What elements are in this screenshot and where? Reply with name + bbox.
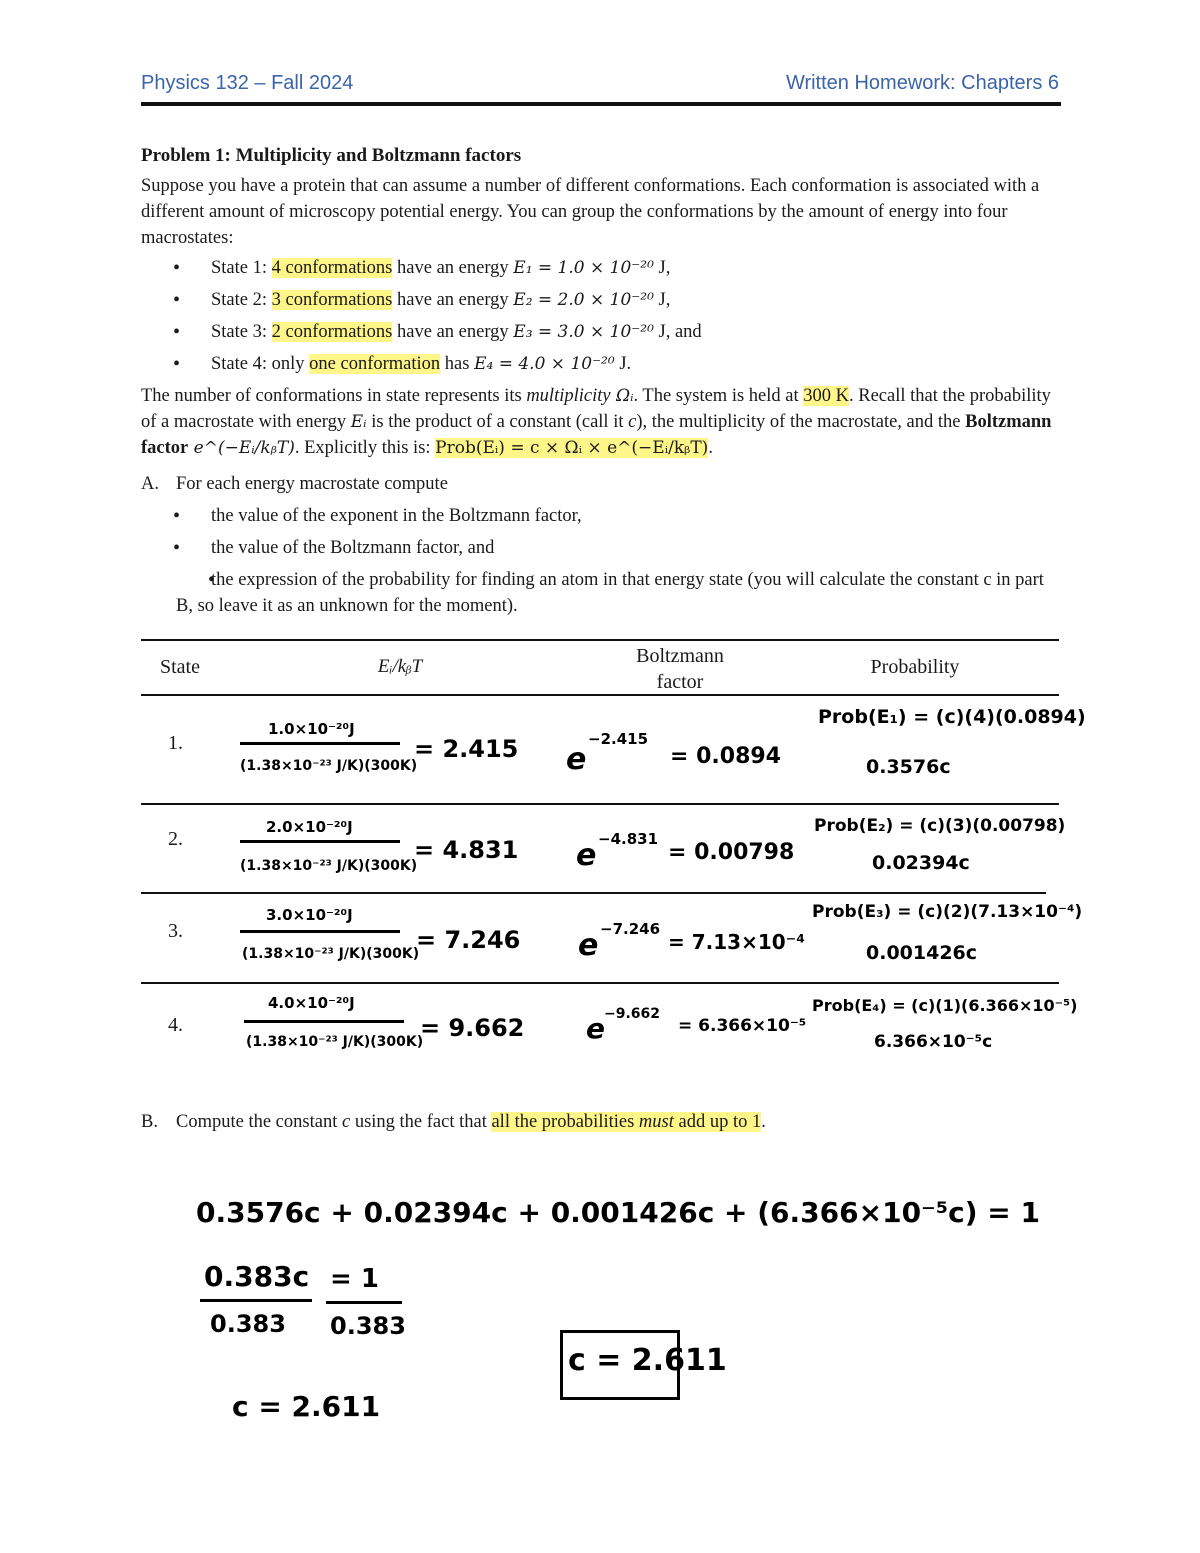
row-state: 2. — [168, 828, 183, 850]
division-rhs-denominator: 0.383 — [330, 1312, 406, 1340]
part-a: A. For each energy macrostate compute • the value of the exponent in the Boltzmann factor, • the value of the Boltzmann factor, and • the expression of the probability for finding an atom in that energy state (you will calculate the constant c in part B, so leave it as an unknown for the moment). — [141, 471, 1061, 619]
result-c: c = 2.611 — [232, 1390, 381, 1423]
state-item: • State 1: 4 conformations have an energy E₁ = 1.0 × 10⁻²⁰ J, — [141, 255, 1061, 281]
exp-power: −2.415 — [588, 730, 649, 748]
part-a-item: • the value of the Boltzmann factor, and — [141, 535, 1061, 561]
header-ratio: Eᵢ/kᵦT — [377, 656, 423, 677]
prob-result: 6.366×10⁻⁵c — [874, 1032, 993, 1052]
boltzmann-value: = 7.13×10⁻⁴ — [668, 930, 805, 954]
prob-expression: Prob(E₄) = (c)(1)(6.366×10⁻⁵) — [812, 996, 1078, 1015]
exp-power: −4.831 — [598, 830, 659, 848]
boltzmann-value: = 0.0894 — [670, 744, 781, 769]
exp-base: e — [578, 928, 599, 963]
exp-base: e — [566, 742, 587, 777]
exp-base: e — [586, 1012, 605, 1045]
table-top-rule — [141, 639, 1059, 641]
fraction-bar — [240, 840, 400, 843]
prob-result: 0.02394c — [872, 852, 970, 874]
fraction-bar — [244, 1020, 404, 1023]
part-a-item: • the expression of the probability for finding an atom in that energy state (you will calculate the constant c in part B, so leave it as an unknown for the moment). — [141, 567, 1061, 619]
fraction-bar — [326, 1301, 402, 1304]
prob-expression: Prob(E₂) = (c)(3)(0.00798) — [814, 816, 1066, 836]
boxed-answer: c = 2.611 — [568, 1343, 727, 1378]
division-rhs-numerator: = 1 — [330, 1264, 379, 1294]
table-header-rule — [141, 694, 1059, 696]
problem-intro: Suppose you have a protein that can assume a number of different conformations. Each conformation is associated with a different amount of microscopy potential energy. You can group the conformations by the amount of energy into four macrostates: — [141, 176, 1040, 248]
prob-expression: Prob(E₃) = (c)(2)(7.13×10⁻⁴) — [812, 902, 1083, 922]
prob-result: 0.001426c — [866, 942, 978, 964]
problem-text — [141, 143, 1061, 625]
fraction-bar — [240, 930, 400, 933]
ratio-denominator: (1.38×10⁻²³ J/K)(300K) — [240, 758, 418, 774]
problem-title: Problem 1: Multiplicity and Boltzmann factors — [141, 145, 522, 166]
fraction-bar — [240, 742, 400, 745]
row-divider — [141, 892, 1046, 894]
part-a-item: • the value of the exponent in the Boltzmann factor, — [141, 503, 1061, 529]
prob-expression: Prob(E₁) = (c)(4)(0.0894) — [818, 706, 1086, 728]
exp-power: −9.662 — [604, 1006, 661, 1022]
division-lhs-denominator: 0.383 — [210, 1310, 286, 1338]
prob-result: 0.3576c — [866, 756, 951, 778]
header-state: State — [160, 656, 200, 678]
ratio-numerator: 3.0×10⁻²⁰J — [266, 906, 353, 924]
ratio-value: = 2.415 — [414, 735, 519, 763]
exp-power: −7.246 — [600, 920, 661, 938]
state-item: • State 2: 3 conformations have an energy E₂ = 2.0 × 10⁻²⁰ J, — [141, 287, 1061, 313]
problem-paragraph-2: The number of conformations in state represents its multiplicity Ωᵢ. The system is held at 300 K. Recall that the probability of a macrostate with energy Eᵢ is the product of a constant (call it c), the multiplicity of the macrostate, and the Boltzmann factor e^(−Eᵢ/kᵦT). Explicitly this is: Prob(Eᵢ) = c × Ωᵢ × e^(−Eᵢ/kᵦT). — [141, 386, 1052, 458]
division-lhs-numerator: 0.383c — [204, 1260, 310, 1293]
row-divider — [141, 803, 1059, 805]
header-divider — [141, 102, 1061, 106]
row-state: 3. — [168, 920, 183, 942]
header-boltzmann-factor: Boltzmann factor — [636, 645, 724, 693]
fraction-bar — [200, 1299, 312, 1302]
assignment-title: Written Homework: Chapters 6 — [785, 72, 1059, 94]
ratio-value: = 9.662 — [420, 1014, 525, 1042]
course-title: Physics 132 – Fall 2024 — [141, 72, 354, 94]
header-probability: Probability — [870, 656, 960, 678]
exp-base: e — [576, 838, 597, 873]
ratio-denominator: (1.38×10⁻²³ J/K)(300K) — [242, 946, 420, 962]
sum-equation: 0.3576c + 0.02394c + 0.001426c + (6.366×10⁻⁵c) = 1 — [196, 1196, 1040, 1229]
boltzmann-value: = 0.00798 — [668, 840, 795, 865]
ratio-value: = 7.246 — [416, 926, 521, 954]
part-b: B. Compute the constant c using the fact that all the probabilities must add up to 1. — [141, 1112, 766, 1132]
state-item: • State 3: 2 conformations have an energy E₃ = 3.0 × 10⁻²⁰ J, and — [141, 319, 1061, 345]
ratio-numerator: 1.0×10⁻²⁰J — [268, 720, 355, 738]
ratio-denominator: (1.38×10⁻²³ J/K)(300K) — [240, 858, 418, 874]
ratio-value: = 4.831 — [414, 836, 519, 864]
row-state: 1. — [168, 732, 183, 754]
row-state: 4. — [168, 1014, 183, 1036]
row-divider — [141, 982, 1059, 984]
state-item: • State 4: only one conformation has E₄ = 4.0 × 10⁻²⁰ J. — [141, 351, 1061, 377]
state-list — [141, 255, 1061, 377]
boltzmann-value: = 6.366×10⁻⁵ — [678, 1016, 807, 1036]
ratio-numerator: 2.0×10⁻²⁰J — [266, 818, 353, 836]
ratio-numerator: 4.0×10⁻²⁰J — [268, 994, 355, 1012]
ratio-denominator: (1.38×10⁻²³ J/K)(300K) — [246, 1034, 424, 1050]
